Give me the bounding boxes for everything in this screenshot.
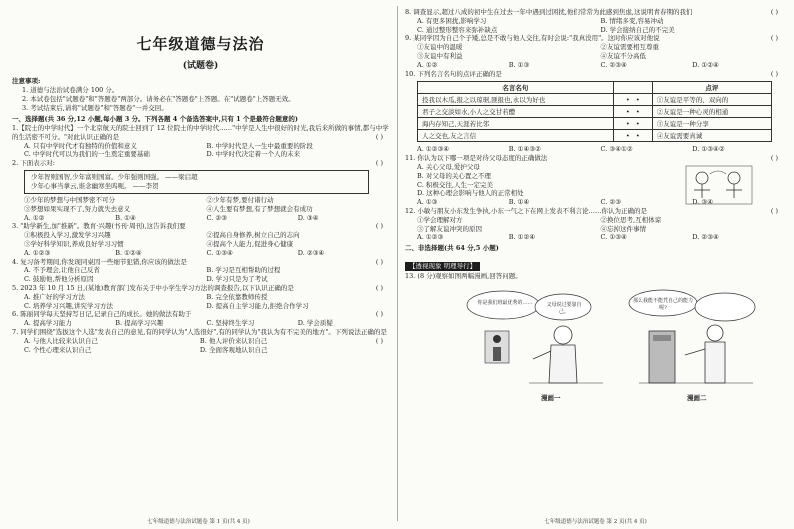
- q12-opt-d: D. ②③④: [692, 233, 719, 242]
- q3-paren: ( ): [375, 222, 383, 231]
- q6-stem: 6. 陈丽同学每天坚持写日记,记录自己的成长。她的做法有助于: [12, 310, 192, 319]
- q2-stmt-1: ①少年的梦想与中国梦密不可分: [24, 195, 115, 204]
- q10-options: [405, 145, 784, 154]
- q2-stmt-2: ②少年有梦,要付诸行动: [206, 195, 274, 204]
- q10-row-3-right: ③友谊是一种分享: [652, 118, 771, 130]
- q10-match-table: [417, 81, 772, 142]
- q8-opt-c: C. 通过整形整容来弥补缺点: [417, 25, 498, 34]
- q12-options: [405, 233, 784, 242]
- q10-header-left: 名言名句: [418, 82, 614, 94]
- q8-opt-a: A. 有更多困扰,影响学习: [417, 16, 487, 25]
- q8-stem: 8. 调查显示,超过八成的初中生在过去一年中遇到过困扰,他们常常为此感到焦虑,这说明青春期的我们: [405, 8, 693, 16]
- q11-paren: ( ): [770, 154, 778, 163]
- q12-paren: ( ): [770, 206, 778, 215]
- q10-header-mid: [613, 82, 652, 94]
- q10-opt-d: D. ①③④②: [692, 145, 725, 154]
- q10-row-2-dot: • •: [613, 106, 652, 118]
- q3-stmt-2: ②提高自身修养,树立自己的志向: [206, 231, 300, 240]
- q2-opt-c: C. ②③: [206, 213, 228, 222]
- q5-paren: ( ): [375, 283, 383, 292]
- q12-statements: [405, 216, 784, 234]
- q9-paren: ( ): [770, 34, 778, 43]
- q3-opt-b: B. ①②④: [115, 248, 142, 257]
- q12-stmt-3: ③了解友谊冲突的原因: [417, 224, 482, 233]
- q11-stmt-3: C. 积极交往,人生一定完美: [417, 180, 493, 189]
- q4-options: [12, 266, 389, 284]
- q7-opt-c: C. 个性心理来认识自己: [24, 345, 92, 354]
- q3-stmt-3: ③学好科学知识,养成良好学习习惯: [24, 239, 124, 248]
- exam-subtitle: (试题卷): [182, 61, 219, 71]
- note-2: 2. 本试卷包括"试题卷"和"答题卷"两部分。请务必在"答题卷"上答题。在"试题卷"上答题无效。: [22, 95, 295, 103]
- q1-opt-d: D. 中学时代决定着一个人的未来: [206, 150, 301, 159]
- q12-stem: 12. 小敏与朋友小东发生争执,小东一气之下在网上发表不利言论……你认为正确的是: [405, 206, 647, 215]
- q9-stmt-2: ②友谊需要相互尊重: [600, 43, 659, 52]
- q11-stmt-4: D. 这种心理会影响与他人的正常相处: [417, 189, 524, 198]
- q11-cartoon-icon: [684, 164, 754, 206]
- q3-stmt-1: ①积极投入学习,激发学习兴趣: [24, 231, 111, 240]
- table-row: [418, 106, 772, 118]
- q11-opt-c: C. ②③: [600, 198, 622, 207]
- q4-opt-b: B. 学习是互相帮助的过程: [206, 266, 281, 275]
- q12-stmt-2: ②换位思考,互相体谅: [600, 215, 662, 224]
- q11-stmt-2: B. 对父母的关心置之不理: [417, 171, 491, 180]
- question-2: [12, 159, 389, 168]
- q3-opt-c: C. ①③④: [206, 248, 233, 257]
- question-11: [405, 154, 784, 163]
- cartoon-1-label: 漫画一: [541, 393, 561, 402]
- q4-opt-a: A. 不予理会,让他自己反省: [24, 266, 100, 275]
- q11-statements: [405, 163, 637, 198]
- q3-opt-a: A. ①②③: [24, 248, 51, 257]
- q12-opt-b: B. ①②④: [508, 233, 536, 242]
- q10-row-4-left: 人之交也,友之言信: [418, 130, 614, 142]
- q7-paren: ( ): [375, 336, 383, 345]
- note-3: 3. 考试结束后,请将"试题卷"和"答题卷"一并交回。: [22, 104, 168, 112]
- q5-stem: 5. 2023 年 10 月 15 日,(某地)教育部门发布关于中小学生学习方法的调查报告,以下认识正确的是: [12, 283, 294, 292]
- q11-opt-d: D. ③④: [692, 198, 714, 207]
- q9-opt-b: B. ①③: [508, 60, 530, 69]
- q4-opt-c: C. 鼓励他,帮他分析原因: [24, 275, 94, 284]
- question-13: 13. (8 分)观察如图两幅漫画,回答问题。: [405, 272, 522, 281]
- q6-opt-b: B. 提高学习兴趣: [115, 319, 164, 328]
- q9-opt-c: C. ②③④: [600, 60, 627, 69]
- q1-opt-a: A. 只有中学时代才有独特的价值和意义: [24, 141, 137, 150]
- q9-options: [405, 61, 784, 70]
- note-1: 1. 道德与法治试卷满分 100 分。: [22, 86, 119, 94]
- q11-block: [405, 154, 784, 207]
- question-6: [12, 310, 389, 319]
- question-8: [405, 8, 784, 17]
- q2-paren: ( ): [375, 159, 383, 168]
- q5-opt-b: B. 完全依靠教师传授: [206, 292, 268, 301]
- table-row: [418, 118, 772, 130]
- left-footer: 七年级道德与法治试题卷 第 1 页(共 4 页): [147, 519, 250, 525]
- q6-opt-d: D. 学会质疑: [297, 319, 333, 328]
- q5-options: [12, 293, 389, 311]
- q11-stem: 11. 你认为以下哪一项是对待父母态度的正确做法: [405, 154, 548, 163]
- q10-row-3-left: 海内存知己,天涯若比邻: [418, 118, 614, 130]
- q9-opt-a: A. ①②: [417, 60, 438, 69]
- section-2-heading: 二、非选择题(共 64 分,5 小题): [405, 244, 499, 253]
- q3-statements: [12, 231, 389, 249]
- q12-opt-a: A. ①②③: [417, 233, 444, 242]
- q2-opt-a: A. ①②: [24, 213, 45, 222]
- q10-row-4-right: ④友谊需要真诚: [652, 130, 771, 142]
- q2-quote-1: 少年智则国智,少年富则国富。少年强则国强。 ——梁启超: [31, 172, 198, 181]
- q2-opt-d: D. ③④: [297, 213, 319, 222]
- q8-options: [405, 17, 784, 35]
- q10-row-1-left: 投我以木瓜,报之以琼琚,匪报也,永以为好也: [418, 94, 614, 106]
- question-10: [405, 70, 784, 79]
- q7-opt-b: B. 他人评价来认识自己: [199, 336, 268, 345]
- question-3: [12, 222, 389, 231]
- bubble-2: 父母说过要靠自己。: [546, 301, 582, 315]
- q12-stmt-4: ④忘掉这件事情: [600, 224, 646, 233]
- q3-options: [12, 249, 389, 258]
- q1-opt-c: C. 中学时代可以为我们的一生奠定重要基础: [24, 150, 150, 159]
- q9-opt-d: D. ①②④: [692, 60, 719, 69]
- q9-statements: [405, 43, 784, 61]
- right-footer: 七年级道德与法治试题卷 第 2 页(共 4 页): [544, 519, 647, 525]
- q2-statements: [12, 196, 389, 214]
- q11-opt-b: B. ①④: [508, 198, 530, 207]
- q5-opt-c: C. 培养学习兴趣,讲究学习方法: [24, 301, 113, 310]
- q4-opt-d: D. 学习只是为了考试: [206, 275, 268, 284]
- section-1-heading: 一、选择题(共 36 分,12 小题,每小题 3 分。下列各题 4 个备选答案中,只有 1 个是最符合题意的): [12, 115, 298, 123]
- q2-quote-box: [24, 170, 369, 194]
- bubble-3: 那么我能不能凭自己的能力呢?: [633, 297, 694, 311]
- subsection-label: 【透视现象 明理导行】: [405, 262, 480, 271]
- notes-heading: 注意事项:: [12, 77, 41, 85]
- right-page: [397, 0, 794, 529]
- q6-options: [12, 319, 389, 328]
- q12-opt-c: C. ①③④: [600, 233, 627, 242]
- q5-opt-a: A. 推广好的学习方法: [24, 292, 85, 301]
- q5-opt-d: D. 提高自主学习能力,拒绝合作学习: [206, 301, 309, 310]
- q10-row-3-dot: • •: [613, 118, 652, 130]
- q2-quote-2: 少年心事当拿云,谁念幽寒坐呜呃。 ——李贺: [31, 181, 159, 190]
- question-5: [12, 284, 389, 293]
- q7-opt-a: A. 与他人比较来认识自己: [24, 336, 98, 345]
- q7-opt-d: D. 全面客观地认识自己: [199, 345, 268, 354]
- q1-opt-b: B. 中学时代是人一生中最重要的阶段: [206, 141, 313, 150]
- table-row: [418, 130, 772, 142]
- q10-opt-a: A. ①②③④: [417, 145, 450, 154]
- q7-options: [12, 337, 376, 355]
- q10-stem: 10. 下列名言名句的点评正确的是: [405, 69, 502, 78]
- q13-cartoons: [463, 287, 763, 402]
- question-12: [405, 207, 784, 216]
- q10-row-4-dot: • •: [613, 130, 652, 142]
- q10-row-1-right: ①友谊是平等的、双向的: [652, 94, 771, 106]
- q12-stmt-1: ①学会理解对方: [417, 215, 463, 224]
- q11-opt-a: A. ①③: [417, 198, 438, 207]
- q10-paren: ( ): [770, 69, 778, 78]
- q10-header-right: 点评: [652, 82, 771, 94]
- q9-stmt-4: ④友谊不分高低: [600, 51, 646, 60]
- q1-options: [12, 142, 389, 160]
- q2-stmt-4: ④人生要有梦想,有了梦想就会有成功: [206, 204, 313, 213]
- q2-stem: 2. 下面表示对:: [12, 159, 55, 168]
- q7-stem: 7. 同学们围绕"选拔这个人选"发表自己的意见,有的同学认为"人选很好",有的同学认为"我认为有不完美的地方"。下列说法正确的是: [12, 327, 387, 336]
- q6-paren: ( ): [375, 310, 383, 319]
- q6-opt-a: A. 提高学习能力: [24, 319, 72, 328]
- question-9: [405, 34, 784, 43]
- q1-stem: 1.【院士的中学时代】一个北京航天的院士回到了 12 位院士的中学时代……"中学是人生中很好的时光,我后来所做的事情,都与中学的生活密不可分。"对此认识正确的是: [12, 124, 389, 141]
- q9-stmt-1: ①友谊中的温暖: [417, 43, 463, 52]
- q10-opt-c: C. ③④①②: [600, 145, 633, 154]
- q10-row-2-right: ②友谊是一种心灵的相通: [652, 106, 771, 118]
- q4-stem: 4. 复习备考期间,你发现同桌因一些细节犯错,你应该的做法是: [12, 257, 187, 266]
- bubble-1: 你是我们班最优秀的……: [477, 299, 533, 306]
- q2-opt-b: B. ①④: [115, 213, 136, 222]
- question-1: [12, 124, 389, 142]
- q8-opt-d: D. 学会接纳自己的不完美: [600, 25, 675, 34]
- q8-paren: ( ): [770, 8, 778, 16]
- q10-row-2-left: 君子之交淡如水,小人之交甘若醴: [418, 106, 614, 118]
- q3-stmt-4: ④提高个人能力,促进身心健康: [206, 239, 294, 248]
- table-row: [418, 94, 772, 106]
- q4-paren: ( ): [375, 257, 383, 266]
- q10-opt-b: B. ①④③②: [508, 145, 541, 154]
- q11-stmt-1: A. 关心父母,爱护父母: [417, 162, 480, 171]
- exam-title: 七年级道德与法治: [136, 35, 265, 53]
- q3-stem: 3. "助学新生,加"推新"。教育·兴趣(书刊·周刊),这告诉我们要: [12, 222, 186, 231]
- q1-paren: ( ): [375, 132, 383, 141]
- cartoon-2-label: 漫画二: [687, 393, 707, 402]
- q10-header-row: [418, 82, 772, 94]
- q3-opt-d: D. ②③④: [297, 248, 325, 257]
- q8-opt-b: B. 情绪多变,容易冲动: [600, 16, 664, 25]
- q10-row-1-dot: • •: [613, 94, 652, 106]
- q9-stem: 9. 某同学因为自己个子矮,总是不敢与他人交往,有时会说:"我真没用"。这时你应该对他说: [405, 34, 660, 43]
- q2-stmt-3: ③梦想如果实现不了,努力就失去意义: [24, 204, 131, 213]
- q6-opt-c: C. 坚持终生学习: [206, 319, 255, 328]
- q9-stmt-3: ③友谊中有利益: [417, 51, 463, 60]
